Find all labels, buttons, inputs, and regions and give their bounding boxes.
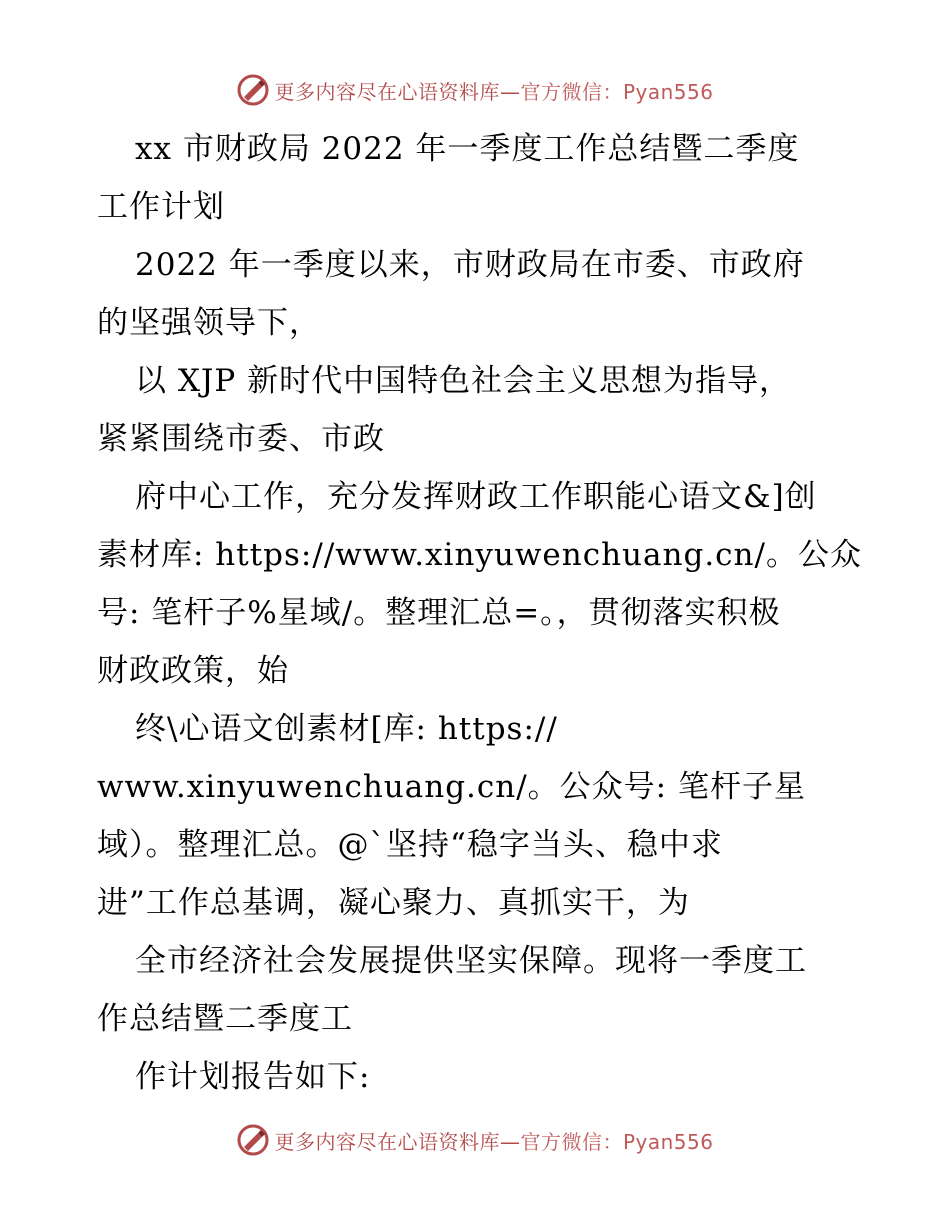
document-line: 作总结暨二季度工 <box>97 1001 353 1037</box>
footer-watermark-banner <box>0 1120 950 1160</box>
document-line: 作计划报告如下: <box>135 1059 371 1095</box>
banner-separator: — <box>499 79 521 104</box>
footer-banner-text <box>274 1126 713 1155</box>
document-body <box>97 120 867 1106</box>
document-line: www.xinyuwenchuang.cn/。公众号: 笔杆子星 <box>97 769 806 805</box>
document-line: 紧紧围绕市委、市政 <box>97 421 385 457</box>
document-line: 素材库: https://www.xinyuwenchuang.cn/。公众 <box>97 537 862 573</box>
document-line: 以 XJP 新时代中国特色社会主义思想为指导， <box>135 363 792 399</box>
banner-separator: — <box>499 1129 521 1154</box>
document-line: 终\心语文创素材[库: https:// <box>135 711 558 747</box>
header-banner-text <box>274 76 713 105</box>
pen-logo-icon <box>236 1123 270 1157</box>
pen-logo-icon <box>236 73 270 107</box>
header-watermark-banner <box>0 70 950 110</box>
banner-brand-text: 更多内容尽在心语资料库 <box>274 79 500 104</box>
document-line: 府中心工作，充分发挥财政工作职能心语文&]创 <box>135 479 817 515</box>
banner-contact-text: 官方微信：Pyan556 <box>520 79 714 104</box>
document-line: 工作计划 <box>97 189 225 225</box>
document-line: 2022 年一季度以来，市财政局在市委、市政府 <box>135 247 805 283</box>
banner-brand-text: 更多内容尽在心语资料库 <box>274 1129 500 1154</box>
document-line: 的坚强领导下， <box>97 305 321 341</box>
document-line: 财政政策，始 <box>97 653 289 689</box>
document-line: 号: 笔杆子%星域/。整理汇总=。，贯彻落实积极 <box>97 595 781 631</box>
document-line: xx 市财政局 2022 年一季度工作总结暨二季度 <box>135 131 800 167</box>
document-line: 域）。整理汇总。@`坚持“稳字当头、稳中求 <box>97 827 723 863</box>
document-line: 进”工作总基调，凝心聚力、真抓实干，为 <box>97 885 690 921</box>
banner-contact-text: 官方微信：Pyan556 <box>520 1129 714 1154</box>
document-line: 全市经济社会发展提供坚实保障。现将一季度工 <box>135 943 807 979</box>
